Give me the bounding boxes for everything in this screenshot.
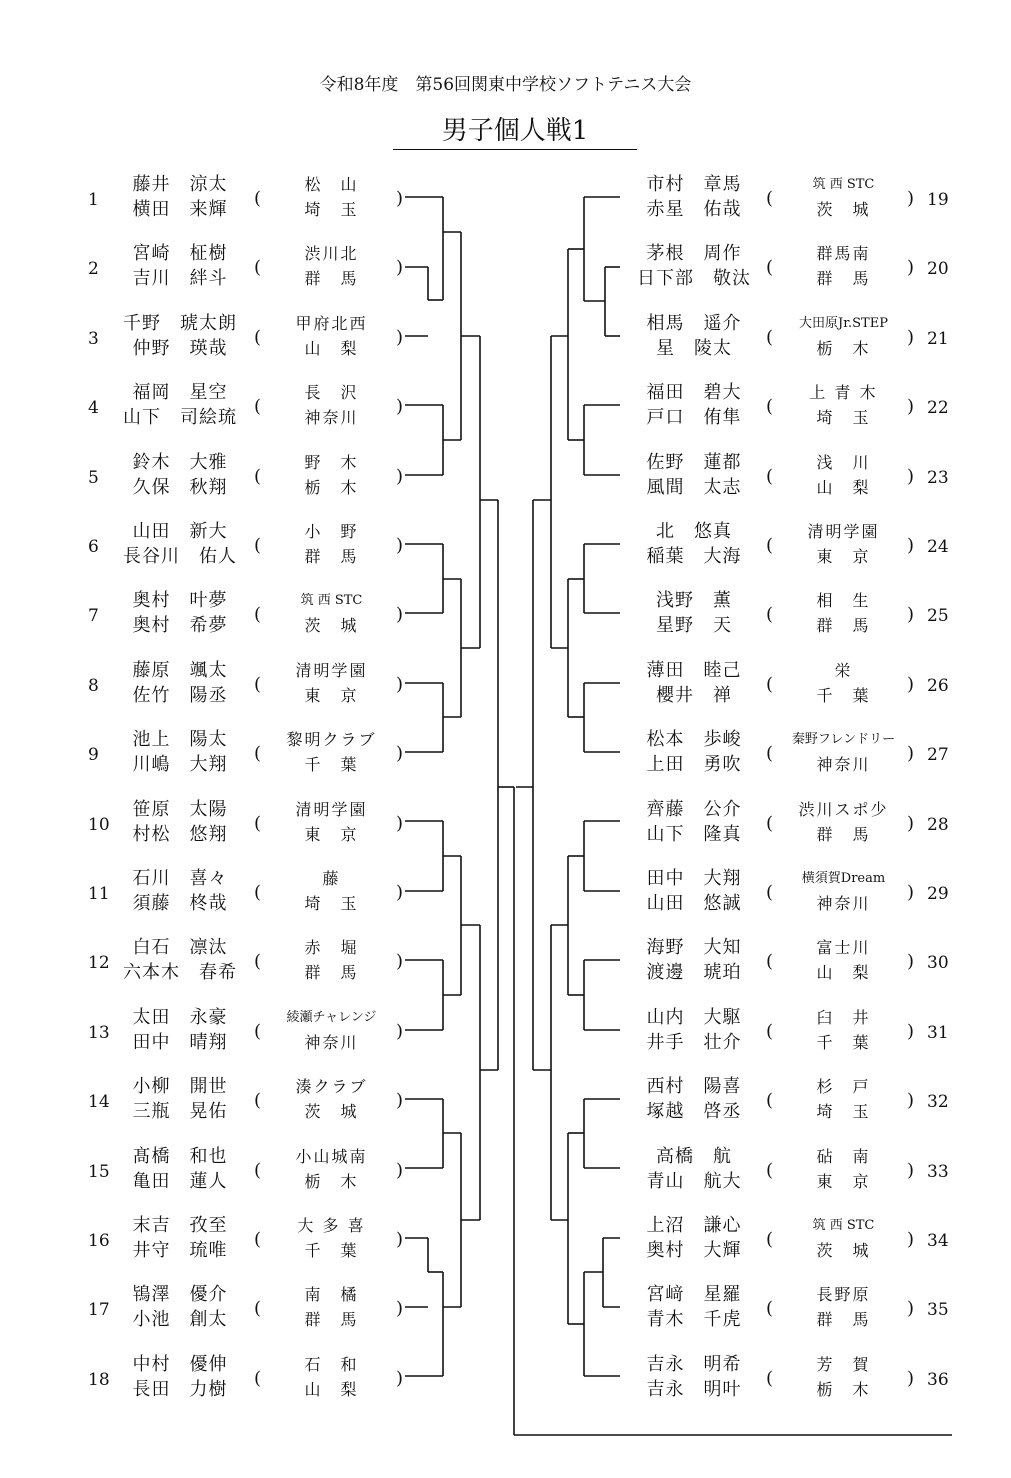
player-name: 薄田 睦己 bbox=[646, 659, 742, 681]
draw-number: 20 bbox=[927, 259, 949, 280]
player-name: 須藤 柊哉 bbox=[132, 893, 228, 914]
draw-number: 31 bbox=[927, 1022, 949, 1043]
draw-number: 6 bbox=[88, 537, 99, 557]
draw-number: 26 bbox=[927, 675, 949, 696]
prefecture-name: 神奈川 bbox=[816, 894, 871, 913]
team-name: 長野原 bbox=[816, 1285, 871, 1305]
draw-number: 22 bbox=[927, 398, 949, 419]
team-name: 相 生 bbox=[816, 591, 871, 611]
player-name: 青木 千虎 bbox=[646, 1309, 742, 1331]
bracket-right-half bbox=[514, 197, 952, 1435]
prefecture-name: 栃 木 bbox=[816, 1379, 871, 1399]
player-name: 鈴木 大雅 bbox=[132, 451, 228, 473]
player-name: 浅野 薫 bbox=[656, 590, 732, 612]
team-name: 南 橘 bbox=[304, 1285, 359, 1305]
close-paren: ) bbox=[907, 1159, 915, 1181]
close-paren: ) bbox=[396, 1020, 404, 1042]
close-paren: ) bbox=[396, 396, 404, 418]
team-name: 秦野フレンドリー bbox=[791, 732, 896, 748]
team-name: 芳 賀 bbox=[816, 1354, 871, 1374]
close-paren: ) bbox=[396, 188, 404, 209]
open-paren: ( bbox=[254, 535, 262, 556]
open-paren: ( bbox=[254, 882, 262, 903]
draw-number: 2 bbox=[88, 259, 99, 280]
prefecture-name: 神奈川 bbox=[816, 755, 871, 775]
player-name: 風間 太志 bbox=[646, 476, 742, 498]
close-paren: ) bbox=[396, 1090, 404, 1112]
player-name: 長田 力樹 bbox=[132, 1378, 228, 1400]
draw-number: 19 bbox=[927, 190, 949, 210]
draw-number: 17 bbox=[88, 1300, 110, 1321]
player-name: 吉川 絆斗 bbox=[132, 268, 228, 290]
close-paren: ) bbox=[907, 396, 915, 418]
team-name: 渋川北 bbox=[304, 244, 359, 264]
open-paren: ( bbox=[254, 257, 262, 279]
open-paren: ( bbox=[254, 812, 262, 834]
team-name: 富士川 bbox=[816, 938, 871, 958]
player-name: 戸口 侑隼 bbox=[646, 407, 742, 429]
close-paren: ) bbox=[396, 951, 404, 973]
close-paren: ) bbox=[396, 326, 404, 348]
draw-number: 1 bbox=[88, 190, 99, 210]
close-paren: ) bbox=[907, 743, 915, 765]
open-paren: ( bbox=[766, 188, 774, 209]
prefecture-name: 栃 木 bbox=[304, 477, 359, 497]
draw-number: 29 bbox=[927, 884, 949, 904]
prefecture-name: 東 京 bbox=[816, 547, 871, 566]
draw-number: 12 bbox=[88, 953, 110, 974]
team-name: 浅 川 bbox=[816, 452, 871, 472]
player-name: 山下 隆真 bbox=[646, 823, 742, 845]
team-name: 渋川スポ少 bbox=[798, 799, 889, 819]
player-name: 福岡 星空 bbox=[132, 382, 228, 404]
close-paren: ) bbox=[396, 743, 404, 765]
prefecture-name: 群 馬 bbox=[304, 269, 359, 289]
player-name: 日下部 敬汰 bbox=[637, 268, 751, 290]
open-paren: ( bbox=[766, 1367, 774, 1389]
open-paren: ( bbox=[766, 1298, 774, 1320]
player-name: 藤井 涼太 bbox=[132, 174, 228, 195]
player-name: 櫻井 禅 bbox=[656, 684, 732, 706]
open-paren: ( bbox=[766, 1159, 774, 1181]
draw-number: 23 bbox=[927, 467, 949, 488]
player-name: 井守 琉唯 bbox=[132, 1240, 228, 1261]
player-name: 北 悠真 bbox=[656, 521, 732, 542]
draw-number: 5 bbox=[88, 467, 99, 488]
prefecture-name: 埼 玉 bbox=[304, 894, 359, 913]
close-paren: ) bbox=[396, 1229, 404, 1250]
draw-number: 4 bbox=[88, 398, 99, 419]
player-name: 三瓶 晃佑 bbox=[132, 1101, 228, 1123]
open-paren: ( bbox=[766, 1090, 774, 1112]
team-name: 黎明クラブ bbox=[286, 730, 377, 750]
player-name: 六本木 春希 bbox=[123, 962, 237, 984]
open-paren: ( bbox=[766, 257, 774, 279]
draw-number: 10 bbox=[88, 814, 110, 835]
draw-number: 18 bbox=[88, 1369, 110, 1390]
prefecture-name: 栃 木 bbox=[304, 1171, 359, 1191]
prefecture-name: 神奈川 bbox=[304, 408, 359, 428]
open-paren: ( bbox=[766, 673, 774, 695]
open-paren: ( bbox=[766, 951, 774, 973]
player-name: 横田 来輝 bbox=[132, 199, 228, 220]
draw-number: 25 bbox=[927, 606, 949, 627]
player-name: 田中 晴翔 bbox=[132, 1031, 228, 1053]
close-paren: ) bbox=[907, 951, 915, 973]
prefecture-name: 茨 城 bbox=[304, 616, 359, 636]
player-name: 亀田 蓮人 bbox=[132, 1170, 228, 1192]
close-paren: ) bbox=[907, 1229, 915, 1250]
draw-number: 34 bbox=[927, 1231, 949, 1251]
draw-number: 35 bbox=[927, 1300, 949, 1321]
open-paren: ( bbox=[766, 743, 774, 765]
team-name: 杉 戸 bbox=[816, 1077, 871, 1097]
prefecture-name: 群 馬 bbox=[816, 1310, 871, 1330]
prefecture-name: 栃 木 bbox=[816, 338, 871, 358]
team-name: 甲府北西 bbox=[295, 313, 368, 333]
prefecture-name: 千 葉 bbox=[816, 685, 871, 705]
close-paren: ) bbox=[396, 465, 404, 487]
player-name: 吉永 明叶 bbox=[646, 1378, 742, 1400]
close-paren: ) bbox=[396, 604, 404, 626]
team-name: 小山城南 bbox=[295, 1146, 368, 1166]
prefecture-name: 埼 玉 bbox=[816, 1102, 871, 1122]
open-paren: ( bbox=[766, 604, 774, 626]
close-paren: ) bbox=[907, 188, 915, 209]
player-name: 青山 航大 bbox=[646, 1170, 742, 1192]
player-name: 赤星 佑哉 bbox=[646, 199, 742, 220]
team-name: 栄 bbox=[834, 660, 853, 680]
draw-number: 15 bbox=[88, 1161, 110, 1182]
open-paren: ( bbox=[254, 743, 262, 765]
prefecture-name: 東 京 bbox=[304, 824, 359, 844]
close-paren: ) bbox=[907, 465, 915, 487]
open-paren: ( bbox=[766, 1020, 774, 1042]
player-name: 末吉 孜至 bbox=[132, 1215, 228, 1236]
draw-number: 14 bbox=[88, 1092, 110, 1113]
player-name: 星 陵太 bbox=[656, 337, 732, 359]
team-name: 藤 bbox=[322, 869, 341, 888]
draw-number: 21 bbox=[927, 328, 949, 349]
player-name: 山内 大駆 bbox=[646, 1006, 742, 1028]
open-paren: ( bbox=[766, 396, 774, 418]
open-paren: ( bbox=[766, 882, 774, 903]
close-paren: ) bbox=[396, 1159, 404, 1181]
prefecture-name: 山 梨 bbox=[304, 338, 359, 358]
close-paren: ) bbox=[396, 882, 404, 903]
team-name: 大田原Jr.STEP bbox=[799, 315, 888, 331]
open-paren: ( bbox=[766, 465, 774, 487]
player-name: 鴇澤 優介 bbox=[132, 1284, 228, 1306]
player-name: 髙橋 和也 bbox=[132, 1145, 228, 1167]
prefecture-name: 群 馬 bbox=[304, 1310, 359, 1330]
player-name: 宮﨑 星羅 bbox=[646, 1284, 742, 1306]
draw-number: 8 bbox=[88, 675, 99, 696]
close-paren: ) bbox=[396, 673, 404, 695]
draw-number: 28 bbox=[927, 814, 949, 835]
team-name: 筑 西 STC bbox=[300, 593, 363, 609]
team-name: 綾瀬チャレンジ bbox=[286, 1009, 377, 1025]
player-name: 相馬 遥介 bbox=[646, 312, 742, 334]
close-paren: ) bbox=[907, 812, 915, 834]
open-paren: ( bbox=[254, 326, 262, 348]
player-name: 藤原 颯太 bbox=[132, 659, 228, 681]
prefecture-name: 群 馬 bbox=[816, 616, 871, 636]
prefecture-name: 山 梨 bbox=[816, 477, 871, 497]
close-paren: ) bbox=[396, 1367, 404, 1389]
close-paren: ) bbox=[907, 882, 915, 903]
player-name: 奥村 叶夢 bbox=[132, 590, 228, 612]
player-name: 松本 歩峻 bbox=[646, 729, 742, 751]
player-name: 村松 悠翔 bbox=[132, 823, 228, 845]
player-name: 奥村 大輝 bbox=[646, 1240, 742, 1261]
player-name: 中村 優伸 bbox=[132, 1353, 228, 1375]
team-name: 清明学園 bbox=[295, 799, 368, 819]
draw-number: 32 bbox=[927, 1092, 949, 1113]
player-name: 小柳 開世 bbox=[132, 1076, 228, 1098]
close-paren: ) bbox=[907, 1020, 915, 1042]
player-name: 西村 陽喜 bbox=[646, 1076, 742, 1098]
open-paren: ( bbox=[254, 1090, 262, 1112]
player-name: 高橋 航 bbox=[656, 1145, 732, 1167]
open-paren: ( bbox=[766, 1229, 774, 1250]
prefecture-name: 神奈川 bbox=[304, 1032, 359, 1052]
close-paren: ) bbox=[907, 604, 915, 626]
close-paren: ) bbox=[907, 1090, 915, 1112]
team-name: 清明学園 bbox=[807, 522, 880, 541]
open-paren: ( bbox=[254, 465, 262, 487]
player-name: 塚越 啓丞 bbox=[646, 1101, 742, 1123]
open-paren: ( bbox=[254, 1367, 262, 1389]
open-paren: ( bbox=[766, 812, 774, 834]
prefecture-name: 群 馬 bbox=[816, 269, 871, 289]
prefecture-name: 茨 城 bbox=[816, 200, 871, 219]
player-name: 奥村 希夢 bbox=[132, 615, 228, 637]
player-name: 千野 琥太朗 bbox=[123, 312, 237, 334]
draw-number: 24 bbox=[927, 537, 949, 557]
prefecture-name: 千 葉 bbox=[816, 1032, 871, 1052]
team-name: 大 多 喜 bbox=[297, 1216, 366, 1235]
open-paren: ( bbox=[254, 604, 262, 626]
prefecture-name: 千 葉 bbox=[304, 755, 359, 775]
player-name: 石川 喜々 bbox=[132, 868, 228, 889]
open-paren: ( bbox=[254, 951, 262, 973]
team-name: 砧 南 bbox=[816, 1146, 871, 1166]
close-paren: ) bbox=[907, 257, 915, 279]
draw-number: 16 bbox=[88, 1231, 110, 1251]
close-paren: ) bbox=[396, 1298, 404, 1320]
player-name: 上沼 謙心 bbox=[646, 1215, 742, 1236]
player-name: 齊藤 公介 bbox=[646, 798, 742, 820]
open-paren: ( bbox=[254, 673, 262, 695]
player-name: 久保 秋翔 bbox=[132, 476, 228, 498]
player-name: 上田 勇吹 bbox=[646, 754, 742, 776]
open-paren: ( bbox=[254, 188, 262, 209]
team-name: 松 山 bbox=[304, 175, 359, 194]
open-paren: ( bbox=[254, 1229, 262, 1250]
team-name: 筑 西 STC bbox=[812, 177, 875, 192]
draw-number: 13 bbox=[88, 1022, 110, 1043]
prefecture-name: 山 梨 bbox=[816, 963, 871, 983]
close-paren: ) bbox=[396, 257, 404, 279]
team-name: 筑 西 STC bbox=[812, 1218, 875, 1233]
close-paren: ) bbox=[396, 812, 404, 834]
draw-number: 33 bbox=[927, 1161, 949, 1182]
close-paren: ) bbox=[907, 535, 915, 556]
open-paren: ( bbox=[254, 1159, 262, 1181]
team-name: 石 和 bbox=[304, 1354, 359, 1374]
draw-number: 36 bbox=[927, 1369, 949, 1390]
player-name: 吉永 明希 bbox=[646, 1353, 742, 1375]
prefecture-name: 茨 城 bbox=[304, 1102, 359, 1122]
close-paren: ) bbox=[907, 326, 915, 348]
draw-number: 9 bbox=[88, 745, 99, 766]
team-name: 臼 井 bbox=[816, 1007, 871, 1027]
page-title: 男子個人戦1 bbox=[393, 110, 637, 150]
prefecture-name: 群 馬 bbox=[304, 963, 359, 983]
player-name: 稲葉 大海 bbox=[646, 546, 742, 567]
close-paren: ) bbox=[907, 673, 915, 695]
player-name: 茅根 周作 bbox=[646, 243, 742, 265]
player-name: 井手 壮介 bbox=[646, 1031, 742, 1053]
player-name: 白石 凛汰 bbox=[132, 937, 228, 959]
draw-number: 30 bbox=[927, 953, 949, 974]
team-name: 清明学園 bbox=[295, 660, 368, 680]
team-name: 長 沢 bbox=[304, 383, 359, 403]
team-name: 湊クラブ bbox=[295, 1077, 368, 1097]
tournament-subtitle: 令和8年度 第56回関東中学校ソフトテニス大会 bbox=[319, 75, 692, 95]
player-name: 小池 創太 bbox=[132, 1309, 228, 1331]
player-name: 山下 司絵琉 bbox=[123, 407, 237, 429]
open-paren: ( bbox=[254, 1020, 262, 1042]
player-name: 宮崎 柾樹 bbox=[132, 243, 228, 265]
team-name: 小 野 bbox=[304, 522, 359, 541]
player-name: 川嶋 大翔 bbox=[132, 754, 228, 776]
player-name: 佐竹 陽丞 bbox=[132, 684, 228, 706]
team-name: 赤 堀 bbox=[304, 938, 359, 958]
player-name: 佐野 蓮都 bbox=[646, 451, 742, 473]
player-name: 海野 大知 bbox=[646, 937, 742, 959]
team-name: 上 青 木 bbox=[809, 383, 878, 403]
player-name: 山田 新大 bbox=[132, 521, 228, 542]
player-name: 山田 悠誠 bbox=[646, 893, 742, 914]
draw-number: 27 bbox=[927, 745, 949, 766]
team-name: 横須賀Dream bbox=[801, 871, 886, 886]
player-name: 福田 碧大 bbox=[646, 382, 742, 404]
player-name: 仲野 瑛哉 bbox=[132, 337, 228, 359]
player-name: 市村 章馬 bbox=[646, 174, 742, 195]
draw-number: 3 bbox=[88, 328, 99, 349]
player-name: 星野 天 bbox=[656, 615, 732, 637]
player-name: 池上 陽太 bbox=[132, 729, 228, 751]
draw-number: 7 bbox=[88, 606, 99, 627]
player-name: 太田 永豪 bbox=[132, 1006, 228, 1028]
player-name: 長谷川 佑人 bbox=[123, 546, 237, 567]
prefecture-name: 埼 玉 bbox=[304, 200, 359, 219]
prefecture-name: 群 馬 bbox=[816, 824, 871, 844]
prefecture-name: 山 梨 bbox=[304, 1379, 359, 1399]
bracket-left-half bbox=[405, 197, 514, 1376]
prefecture-name: 東 京 bbox=[816, 1171, 871, 1191]
prefecture-name: 千 葉 bbox=[304, 1241, 359, 1260]
close-paren: ) bbox=[396, 535, 404, 556]
open-paren: ( bbox=[766, 326, 774, 348]
open-paren: ( bbox=[254, 1298, 262, 1320]
draw-number: 11 bbox=[88, 884, 110, 904]
prefecture-name: 埼 玉 bbox=[816, 408, 871, 428]
close-paren: ) bbox=[907, 1367, 915, 1389]
team-name: 野 木 bbox=[304, 452, 359, 472]
prefecture-name: 東 京 bbox=[304, 685, 359, 705]
prefecture-name: 群 馬 bbox=[304, 547, 359, 566]
player-name: 渡邊 琥珀 bbox=[646, 962, 742, 984]
open-paren: ( bbox=[766, 535, 774, 556]
player-name: 田中 大翔 bbox=[646, 868, 742, 889]
team-name: 群馬南 bbox=[816, 244, 871, 264]
close-paren: ) bbox=[907, 1298, 915, 1320]
player-name: 笹原 太陽 bbox=[132, 798, 228, 820]
open-paren: ( bbox=[254, 396, 262, 418]
prefecture-name: 茨 城 bbox=[816, 1241, 871, 1260]
